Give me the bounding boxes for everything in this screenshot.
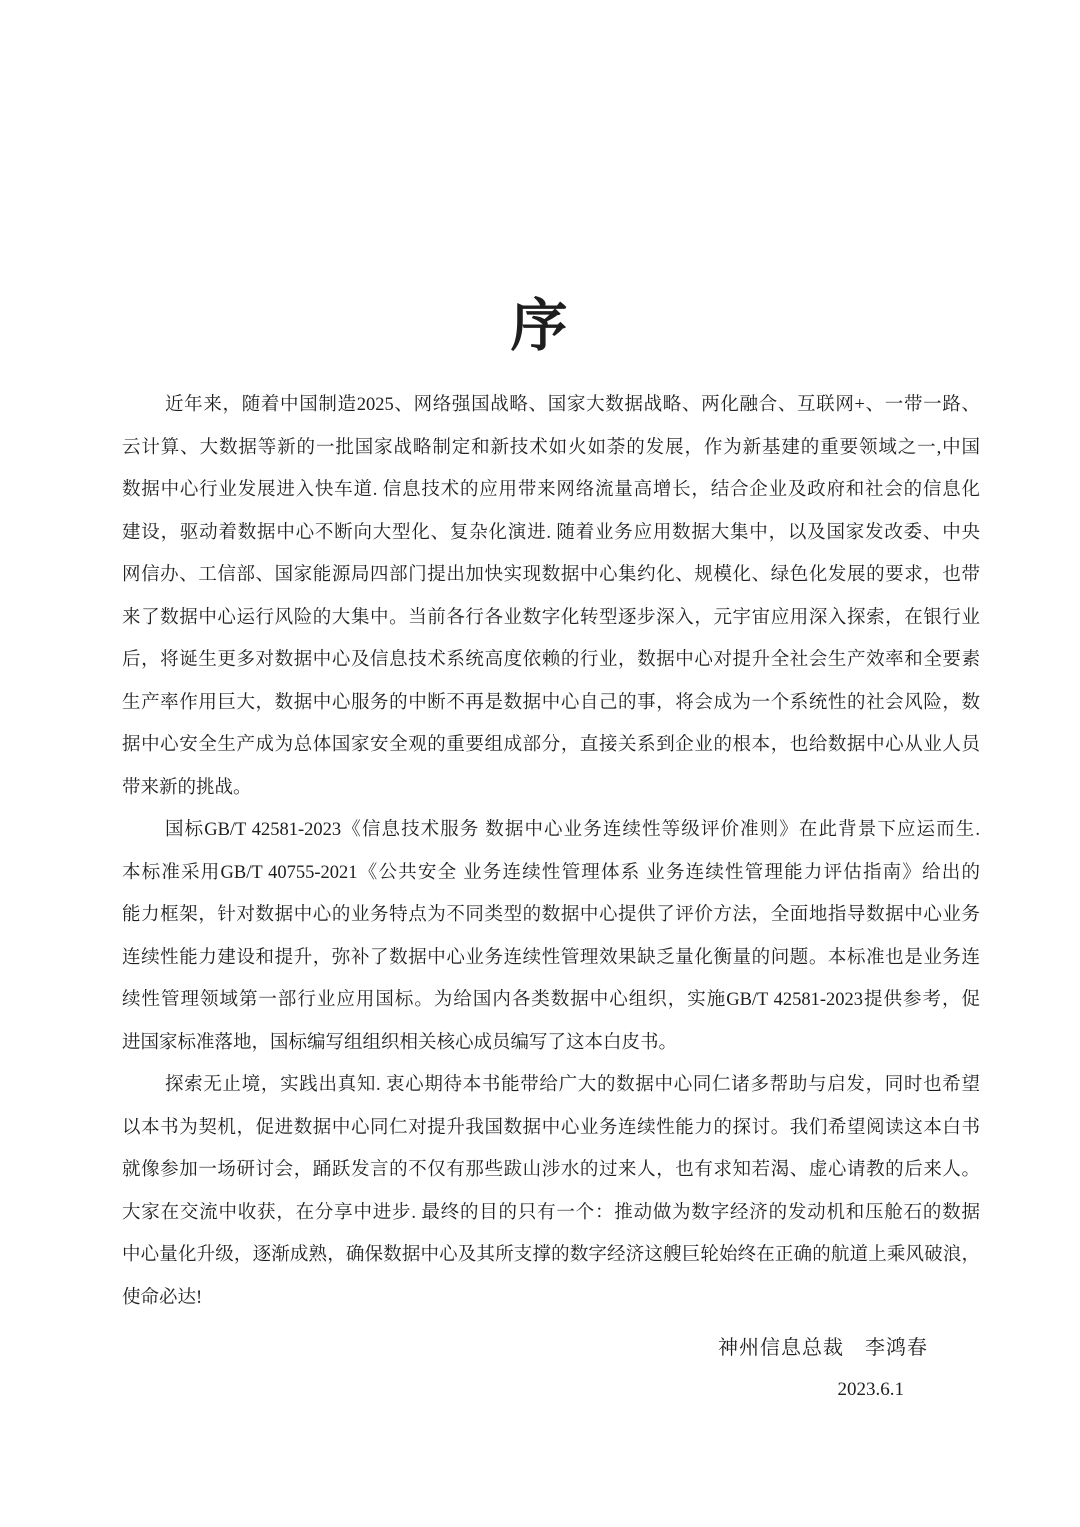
paragraph <box>122 809 980 1064</box>
text-line: 中心量化升级，逐渐成熟，确保数据中心及其所支撑的数字经济这艘巨轮始终在正确的航道上乘风破浪， <box>122 1245 980 1265</box>
signature-line: 神州信息总裁 李鸿春 <box>718 1337 928 1359</box>
page-title: 序 <box>510 295 570 359</box>
text-line: 国标GB/T 42581-2023《信息技术服务 数据中心业务连续性等级评价准则》在此背景下应运而生. <box>165 820 980 840</box>
text-line: 带来新的挑战。 <box>122 777 252 798</box>
text-line: 生产率作用巨大，数据中心服务的中断不再是数据中心自己的事，将会成为一个系统性的社会风险，数 <box>122 692 980 713</box>
date-line: 2023.6.1 <box>837 1379 904 1400</box>
preface-body <box>122 384 980 1319</box>
text-line: 数据中心行业发展进入快车道. 信息技术的应用带来网络流量高增长，结合企业及政府和社会的信息化 <box>122 480 980 500</box>
text-line: 能力框架，针对数据中心的业务特点为不同类型的数据中心提供了评价方法，全面地指导数据中心业务 <box>122 905 980 925</box>
text-line: 来了数据中心运行风险的大集中。当前各行各业数字化转型逐步深入，元宇宙应用深入探索，在银行业 <box>122 607 980 628</box>
text-line: 连续性能力建设和提升，弥补了数据中心业务连续性管理效果缺乏量化衡量的问题。本标准也是业务连 <box>122 947 980 968</box>
text-line: 本标准采用GB/T 40755-2021《公共安全 业务连续性管理体系 业务连续性管理能力评估指南》给出的 <box>122 862 980 883</box>
text-line: 就像参加一场研讨会，踊跃发言的不仅有那些跋山涉水的过来人，也有求知若渴、虚心请教的后来人。 <box>122 1160 980 1180</box>
text-line: 云计算、大数据等新的一批国家战略制定和新技术如火如荼的发展，作为新基建的重要领域之一,中国 <box>122 437 980 458</box>
text-line: 网信办、工信部、国家能源局四部门提出加快实现数据中心集约化、规模化、绿色化发展的要求，也带 <box>122 565 980 585</box>
text-line: 续性管理领域第一部行业应用国标。为给国内各类数据中心组织，实施GB/T 42581-2023提供参考，促 <box>122 990 980 1010</box>
text-line: 建设，驱动着数据中心不断向大型化、复杂化演进. 随着业务应用数据大集中，以及国家发改委、中央 <box>122 522 980 543</box>
text-line: 探索无止境，实践出真知. 衷心期待本书能带给广大的数据中心同仁诸多帮助与启发，同时也希望 <box>165 1075 980 1095</box>
text-line: 大家在交流中收获，在分享中进步. 最终的目的只有一个：推动做为数字经济的发动机和压舱石的数据 <box>122 1202 980 1223</box>
text-line: 据中心安全生产成为总体国家安全观的重要组成部分，直接关系到企业的根本，也给数据中心从业人员 <box>122 735 980 755</box>
text-line: 近年来，随着中国制造2025、网络强国战略、国家大数据战略、两化融合、互联网+、一带一路、 <box>165 395 980 415</box>
text-line: 进国家标准落地，国标编写组组织相关核心成员编写了这本白皮书。 <box>122 1032 678 1053</box>
paragraph <box>122 384 980 809</box>
text-line: 后，将诞生更多对数据中心及信息技术系统高度依赖的行业，数据中心对提升全社会生产效率和全要素 <box>122 650 980 670</box>
text-line: 使命必达! <box>122 1287 203 1308</box>
text-line: 以本书为契机，促进数据中心同仁对提升我国数据中心业务连续性能力的探讨。我们希望阅读这本白书 <box>122 1117 980 1138</box>
paragraph <box>122 1064 980 1319</box>
